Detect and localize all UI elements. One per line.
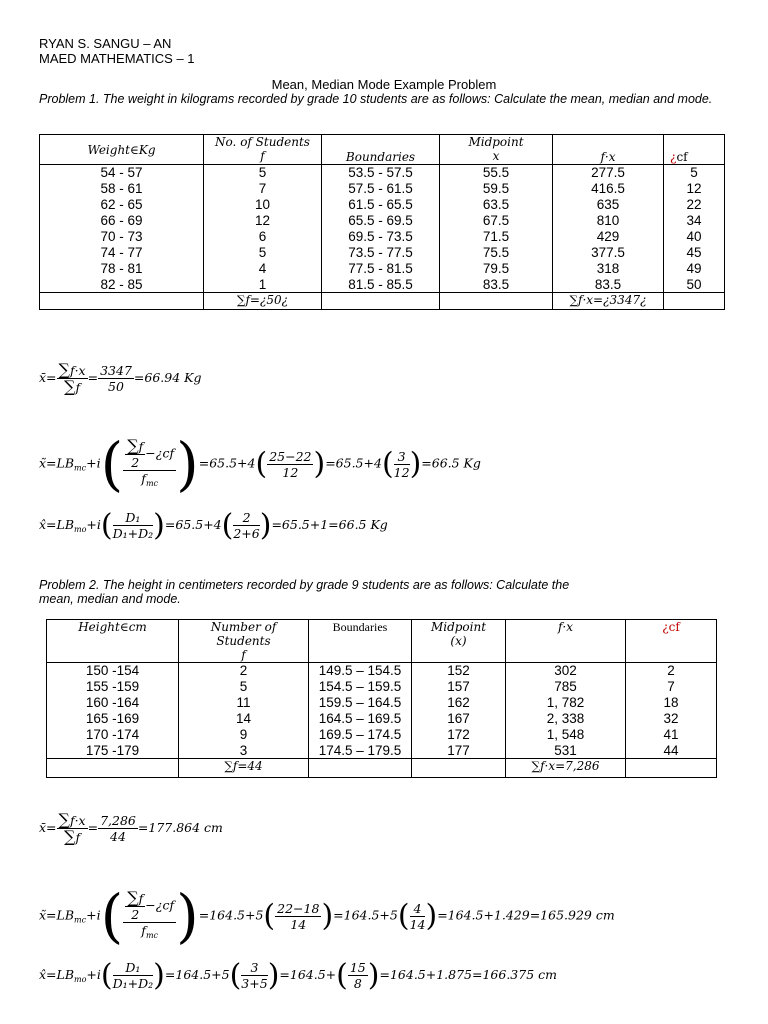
table-cell: 7 xyxy=(204,181,322,197)
table-cell: 2 xyxy=(626,663,717,679)
table-header-row xyxy=(40,135,725,165)
table-cell: 77.5 - 81.5 xyxy=(322,261,440,277)
table-row xyxy=(40,165,725,181)
table-cell: 164.5 – 169.5 xyxy=(309,711,412,727)
problem1-statement: Problem 1. The weight in kilograms recorded by grade 10 students are as follows: Calculate the mean, median and mode. xyxy=(39,92,713,106)
table-cell: 154.5 – 159.5 xyxy=(309,679,412,695)
table-row xyxy=(40,245,725,261)
table-cell: 635 xyxy=(553,197,664,213)
table-cell: 5 xyxy=(179,679,309,695)
sum-f: ∑f=¿50¿ xyxy=(204,293,322,310)
sum-f: ∑f=44 xyxy=(179,759,309,778)
table-cell: 9 xyxy=(179,727,309,743)
table-cell: 61.5 - 65.5 xyxy=(322,197,440,213)
table-cell: 2 xyxy=(179,663,309,679)
table-row xyxy=(47,743,717,759)
table-row xyxy=(40,213,725,229)
table-cell: 65.5 - 69.5 xyxy=(322,213,440,229)
table-row xyxy=(47,727,717,743)
header-students: No. of Students f xyxy=(204,135,322,165)
table-cell: 169.5 – 174.5 xyxy=(309,727,412,743)
table-cell: 165 -169 xyxy=(47,711,179,727)
table-cell: 7 xyxy=(626,679,717,695)
p1-mode-formula: $x̂=LB_{mo}+i$( $\frac{\text{D₁}}{\text{D₁+D₂}}$ )=65.5+4( $\frac{2}{2+6}$ )=65.5+1=66.5 Kg xyxy=(39,508,388,543)
table-cell: 810 xyxy=(553,213,664,229)
table-row xyxy=(47,679,717,695)
table-cell: 53.5 - 57.5 xyxy=(322,165,440,181)
table-cell: 10 xyxy=(204,197,322,213)
problem2-statement: Problem 2. The height in centimeters recorded by grade 9 students are as follows: Calculate the mean, median and mode. xyxy=(39,578,570,606)
table-cell: 4 xyxy=(204,261,322,277)
header-fx: f·x xyxy=(506,620,626,663)
table-cell: 5 xyxy=(204,165,322,181)
table-cell: 54 - 57 xyxy=(40,165,204,181)
header-weight: Weight∈Kg xyxy=(40,135,204,165)
table-cell: 66 - 69 xyxy=(40,213,204,229)
header-students: Number of Students f xyxy=(179,620,309,663)
table-cell: 69.5 - 73.5 xyxy=(322,229,440,245)
table-cell: 40 xyxy=(664,229,725,245)
table-sum-row xyxy=(47,759,717,778)
table-cell: 75.5 xyxy=(440,245,553,261)
sum-fx: ∑f·x=¿3347¿ xyxy=(553,293,664,310)
p2-mode-formula: $x̂=LB_{mo}+i$( $\frac{\text{D₁}}{\text{D₁+D₂}}$ )=164.5+5( $\frac{3}{3+5}$ )=164.5+( $\frac{15}{8}$ )=164.5+1.875=166.375 cm xyxy=(39,958,557,993)
p2-mean-formula: x̄= $\frac{\sum f\cdot x}{\sum f}$ = $\frac{7,286}{44}$ =177.864 cm xyxy=(39,810,223,846)
table-cell: 277.5 xyxy=(553,165,664,181)
table-cell: 174.5 – 179.5 xyxy=(309,743,412,759)
table-cell: 12 xyxy=(664,181,725,197)
table-cell: 14 xyxy=(179,711,309,727)
table-cell: 5 xyxy=(204,245,322,261)
table-row xyxy=(47,711,717,727)
author-name: RYAN S. SANGU – AN xyxy=(39,36,172,51)
table-cell: 11 xyxy=(179,695,309,711)
table-cell: 318 xyxy=(553,261,664,277)
table-cell: 50 xyxy=(664,277,725,293)
table-cell: 152 xyxy=(412,663,506,679)
table-cell: 1, 782 xyxy=(506,695,626,711)
table-cell: 59.5 xyxy=(440,181,553,197)
table-cell: 429 xyxy=(553,229,664,245)
sum-fx: ∑f·x=7,286 xyxy=(506,759,626,778)
table-cell: 157 xyxy=(412,679,506,695)
header-fx: f·x xyxy=(553,135,664,165)
table-cell: 83.5 xyxy=(553,277,664,293)
table-cell: 67.5 xyxy=(440,213,553,229)
table-cell: 160 -164 xyxy=(47,695,179,711)
header-boundaries: Boundaries xyxy=(309,620,412,663)
table-header-row xyxy=(47,620,717,663)
p1-mean-formula: x̄= $\frac{\sum f\cdot x}{\sum f}$ = $\frac{3347}{50}$ =66.94 Kg xyxy=(39,360,202,396)
table-cell: 175 -179 xyxy=(47,743,179,759)
table-cell: 3 xyxy=(179,743,309,759)
document-title: Mean, Median Mode Example Problem xyxy=(271,77,497,92)
table-cell: 45 xyxy=(664,245,725,261)
table-cell: 55.5 xyxy=(440,165,553,181)
course-name: MAED MATHEMATICS – 1 xyxy=(39,51,195,66)
table-row xyxy=(40,181,725,197)
table-cell: 6 xyxy=(204,229,322,245)
table-cell: 302 xyxy=(506,663,626,679)
table-cell: 785 xyxy=(506,679,626,695)
table-cell: 159.5 – 164.5 xyxy=(309,695,412,711)
header-height: Height∈cm xyxy=(47,620,179,663)
table-cell: 32 xyxy=(626,711,717,727)
table-cell: 49 xyxy=(664,261,725,277)
table-cell: 74 - 77 xyxy=(40,245,204,261)
header-boundaries: Boundaries xyxy=(322,135,440,165)
table-cell: 1, 548 xyxy=(506,727,626,743)
table-row xyxy=(47,663,717,679)
table-cell: 18 xyxy=(626,695,717,711)
height-frequency-table xyxy=(46,619,717,778)
weight-frequency-table xyxy=(39,134,725,310)
table-cell: 22 xyxy=(664,197,725,213)
table-cell: 70 - 73 xyxy=(40,229,204,245)
table-cell: 531 xyxy=(506,743,626,759)
table-cell: 81.5 - 85.5 xyxy=(322,277,440,293)
table-cell: 44 xyxy=(626,743,717,759)
table-row xyxy=(40,229,725,245)
table-cell: 79.5 xyxy=(440,261,553,277)
table-cell: 172 xyxy=(412,727,506,743)
table-cell: 1 xyxy=(204,277,322,293)
table-cell: 149.5 – 154.5 xyxy=(309,663,412,679)
table-row xyxy=(40,197,725,213)
table-cell: 71.5 xyxy=(440,229,553,245)
table-cell: 78 - 81 xyxy=(40,261,204,277)
table-cell: 170 -174 xyxy=(47,727,179,743)
p1-median-formula: $x̃=LB_{mc}+i$( $\frac{\sum f}{2}$ −¿cf $f_{mc}$ )=65.5+4( $\frac{25-22}{12}$ )=65.5+4( $\frac{3}{12}$ )=66.5 Kg xyxy=(39,430,481,498)
table-sum-row xyxy=(40,293,725,310)
table-row xyxy=(40,277,725,293)
header-cf: ¿cf xyxy=(626,620,717,663)
table-cell: 62 - 65 xyxy=(40,197,204,213)
table-cell: 167 xyxy=(412,711,506,727)
table-cell: 82 - 85 xyxy=(40,277,204,293)
table-cell: 177 xyxy=(412,743,506,759)
table-cell: 73.5 - 77.5 xyxy=(322,245,440,261)
table-cell: 58 - 61 xyxy=(40,181,204,197)
header-cf: ¿cf xyxy=(664,135,725,165)
table-cell: 416.5 xyxy=(553,181,664,197)
table-cell: 57.5 - 61.5 xyxy=(322,181,440,197)
table-cell: 155 -159 xyxy=(47,679,179,695)
table-cell: 5 xyxy=(664,165,725,181)
table-cell: 377.5 xyxy=(553,245,664,261)
table-cell: 41 xyxy=(626,727,717,743)
table-row xyxy=(47,695,717,711)
table-cell: 150 -154 xyxy=(47,663,179,679)
header-midpoint: Midpoint (x) xyxy=(412,620,506,663)
table-cell: 34 xyxy=(664,213,725,229)
header-midpoint: Midpoint x xyxy=(440,135,553,165)
table-cell: 83.5 xyxy=(440,277,553,293)
table-cell: 2, 338 xyxy=(506,711,626,727)
table-cell: 12 xyxy=(204,213,322,229)
table-cell: 63.5 xyxy=(440,197,553,213)
p2-median-formula: $x̃=LB_{mc}+i$( $\frac{\sum f}{2}$ −¿cf $f_{mc}$ )=164.5+5( $\frac{22-18}{14}$ )=164.5+5( $\frac{4}{14}$ )=164.5+1.429=165.929 cm xyxy=(39,882,615,950)
table-cell: 162 xyxy=(412,695,506,711)
table-row xyxy=(40,261,725,277)
